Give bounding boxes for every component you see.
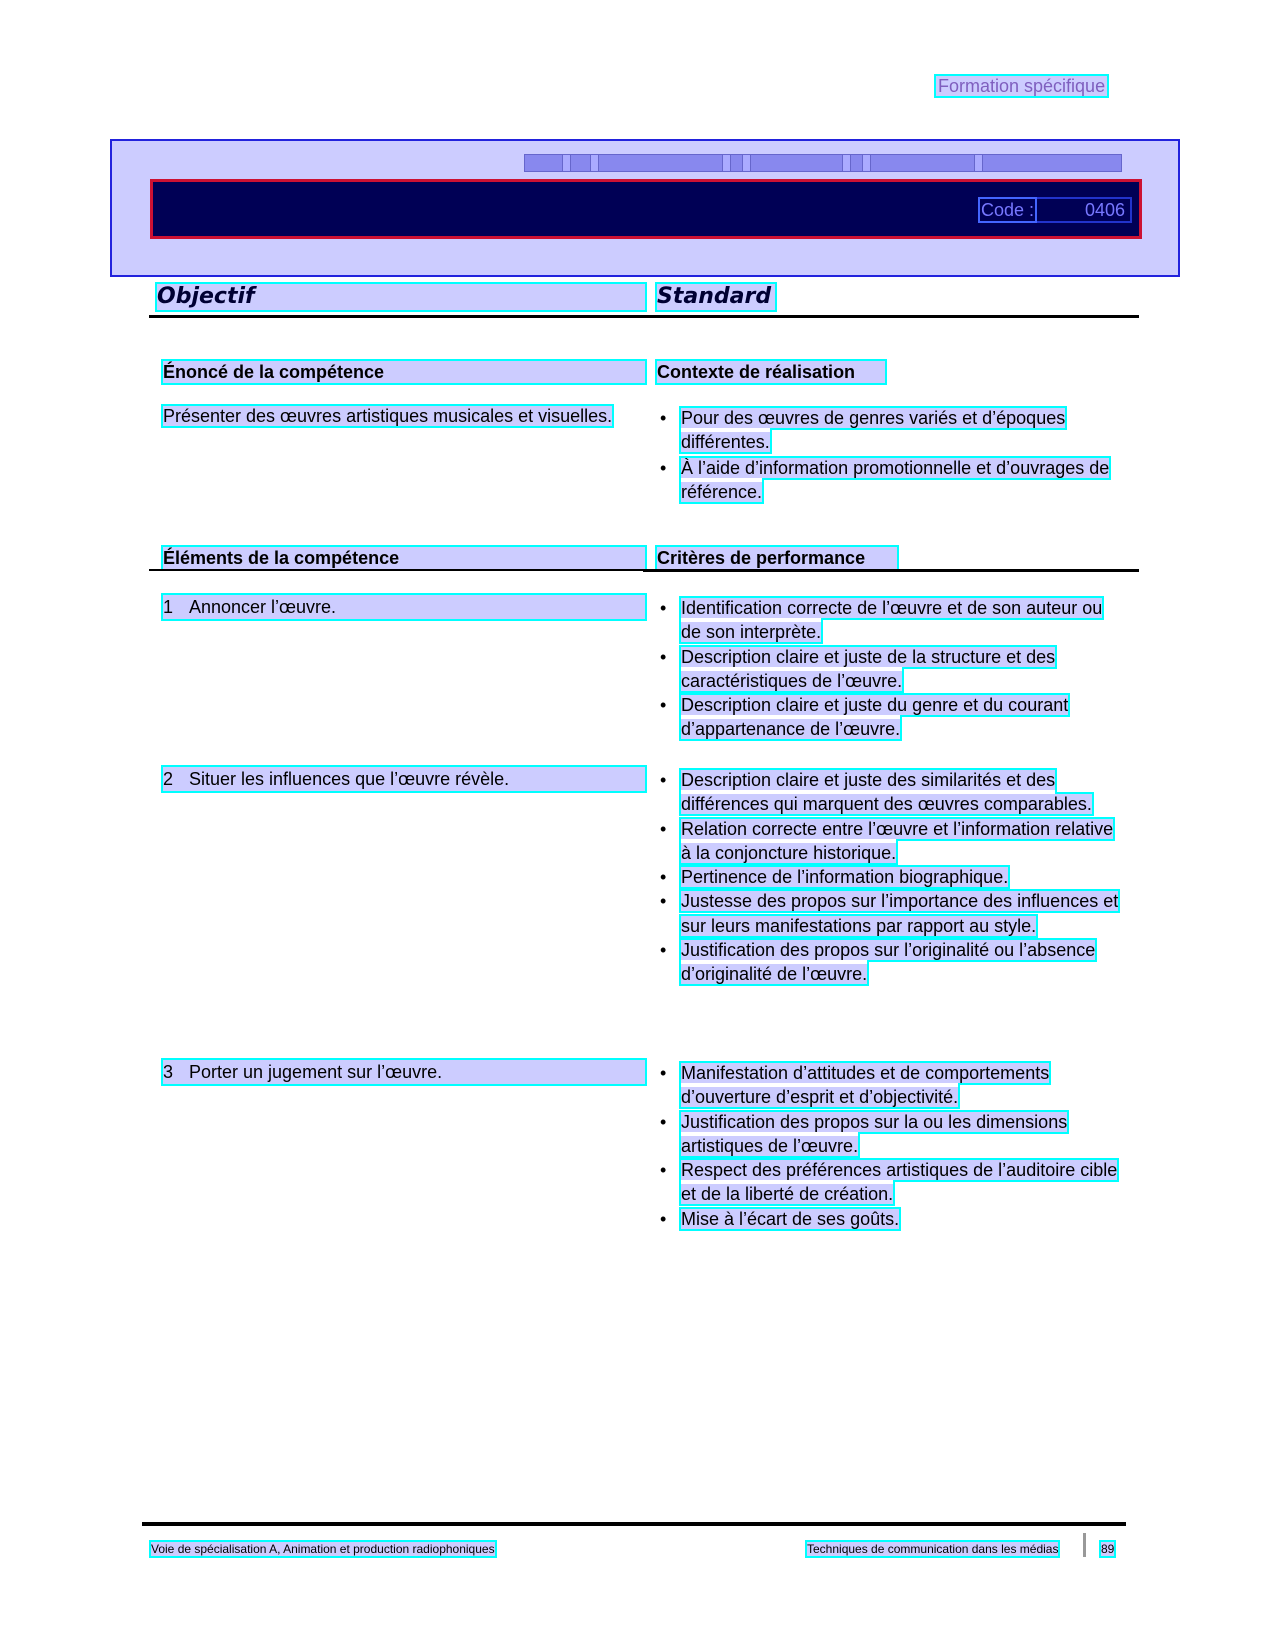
- statement-text-block: [163, 404, 653, 428]
- list-item: [657, 889, 1127, 938]
- list-item: [657, 1061, 1127, 1110]
- title-segment: [863, 155, 871, 171]
- statement-text: Présenter des œuvres artistiques musicales et visuelles.: [163, 406, 613, 426]
- list-item: [657, 596, 1127, 645]
- context-item: À l’aide d’information promotionnelle et d’ouvrages de référence.: [681, 457, 1110, 502]
- list-item: [657, 865, 1127, 889]
- bullet-icon: •: [660, 598, 667, 618]
- criterion-item: Identification correcte de l’œuvre et de son auteur ou de son interprète.: [681, 598, 1103, 643]
- list-item: [657, 456, 1127, 505]
- criteria-rule: [643, 569, 1139, 572]
- title-segment: [525, 155, 563, 171]
- footer-course: Techniques de communication dans les médias: [807, 1542, 1059, 1556]
- criterion-item: Description claire et juste du genre et du courant d’appartenance de l’œuvre.: [681, 695, 1069, 740]
- title-segment: [843, 155, 851, 171]
- elements-rule: [149, 569, 643, 571]
- criterion-item: Justification des propos sur la ou les dimensions artistiques de l’œuvre.: [681, 1111, 1068, 1156]
- title-segment: [599, 155, 723, 171]
- title-segment: [723, 155, 731, 171]
- criterion-item: Respect des préférences artistiques de l’auditoire cible et de la liberté de création.: [681, 1160, 1118, 1205]
- code-label: Code :: [981, 200, 1035, 220]
- element-item-2: [163, 767, 645, 791]
- bullet-icon: •: [660, 867, 667, 888]
- list-item: [657, 693, 1127, 742]
- element-number: 1: [163, 597, 174, 617]
- footer-program: Voie de spécialisation A, Animation et production radiophoniques: [151, 1542, 495, 1556]
- element-item-3: [163, 1060, 645, 1084]
- bullet-icon: •: [660, 891, 667, 912]
- criterion-item: Pertinence de l’information biographique.: [681, 867, 1009, 888]
- list-item: [657, 406, 1127, 455]
- list-item: [657, 768, 1127, 817]
- footer-rule: [142, 1522, 1126, 1526]
- title-segment: [591, 155, 599, 171]
- bullet-icon: •: [660, 1208, 667, 1229]
- bullet-icon: •: [660, 457, 667, 478]
- bullet-icon: •: [660, 408, 667, 428]
- title-segment: [571, 155, 591, 171]
- bullet-icon: •: [660, 646, 667, 667]
- bullet-icon: •: [660, 1111, 667, 1132]
- criterion-item: Mise à l’écart de ses goûts.: [681, 1208, 900, 1229]
- element-text: Annoncer l’œuvre.: [189, 597, 337, 617]
- list-item: [657, 817, 1127, 866]
- element-number: 2: [163, 769, 174, 789]
- criterion-item: Justification des propos sur l’originalité ou l’absence d’originalité de l’œuvre.: [681, 940, 1096, 985]
- element-item-1: [163, 595, 645, 619]
- title-segment: [563, 155, 571, 171]
- bullet-icon: •: [660, 1063, 667, 1083]
- criterion-item: Description claire et juste des similarités et des différences qui marquent des œuvres comparables.: [681, 770, 1092, 815]
- list-item: [657, 938, 1127, 987]
- element-text: Porter un jugement sur l’œuvre.: [189, 1062, 443, 1082]
- element-text: Situer les influences que l’œuvre révèle.: [189, 769, 510, 789]
- bullet-icon: •: [660, 695, 667, 716]
- context-list: [657, 406, 1127, 504]
- criteria-list-2: [657, 768, 1127, 987]
- criteria-title: Critères de performance: [657, 547, 897, 569]
- list-item: [657, 645, 1127, 694]
- criterion-item: Description claire et juste de la structure et des caractéristiques de l’œuvre.: [681, 646, 1056, 691]
- bullet-icon: •: [660, 1160, 667, 1181]
- context-title: Contexte de réalisation: [657, 361, 885, 383]
- list-item: [657, 1110, 1127, 1159]
- heading-rule: [149, 315, 1139, 318]
- title-segment: [731, 155, 743, 171]
- title-segment: [851, 155, 863, 171]
- criteria-list-3: [657, 1061, 1127, 1231]
- section-label: Formation spécifique: [938, 76, 1106, 96]
- context-item: Pour des œuvres de genres variés et d’époques différentes.: [681, 408, 1066, 453]
- list-item: [657, 1158, 1127, 1207]
- title-segment: [975, 155, 983, 171]
- code-value: 0406: [1085, 200, 1126, 220]
- criteria-list-1: [657, 596, 1127, 742]
- title-segment: [871, 155, 975, 171]
- title-segment: [751, 155, 843, 171]
- title-segment-bar: [525, 155, 1123, 171]
- title-segment: [983, 155, 1121, 171]
- statement-title: Énoncé de la compétence: [163, 361, 645, 383]
- element-number: 3: [163, 1062, 174, 1082]
- page-number: 89: [1101, 1542, 1115, 1556]
- title-segment: [743, 155, 751, 171]
- bullet-icon: •: [660, 770, 667, 790]
- page-separator: [1083, 1533, 1086, 1557]
- list-item: [657, 1207, 1127, 1231]
- elements-title: Éléments de la compétence: [163, 547, 645, 569]
- criterion-item: Manifestation d’attitudes et de comportements d’ouverture d’esprit et d’objectivité.: [681, 1063, 1050, 1108]
- criterion-item: Justesse des propos sur l’importance des influences et sur leurs manifestations par rapport au style.: [681, 891, 1119, 936]
- objective-heading: Objectif: [157, 284, 645, 310]
- bullet-icon: •: [660, 818, 667, 839]
- standard-heading: Standard: [657, 284, 775, 310]
- bullet-icon: •: [660, 940, 667, 961]
- criterion-item: Relation correcte entre l’œuvre et l’information relative à la conjoncture historique.: [681, 818, 1114, 863]
